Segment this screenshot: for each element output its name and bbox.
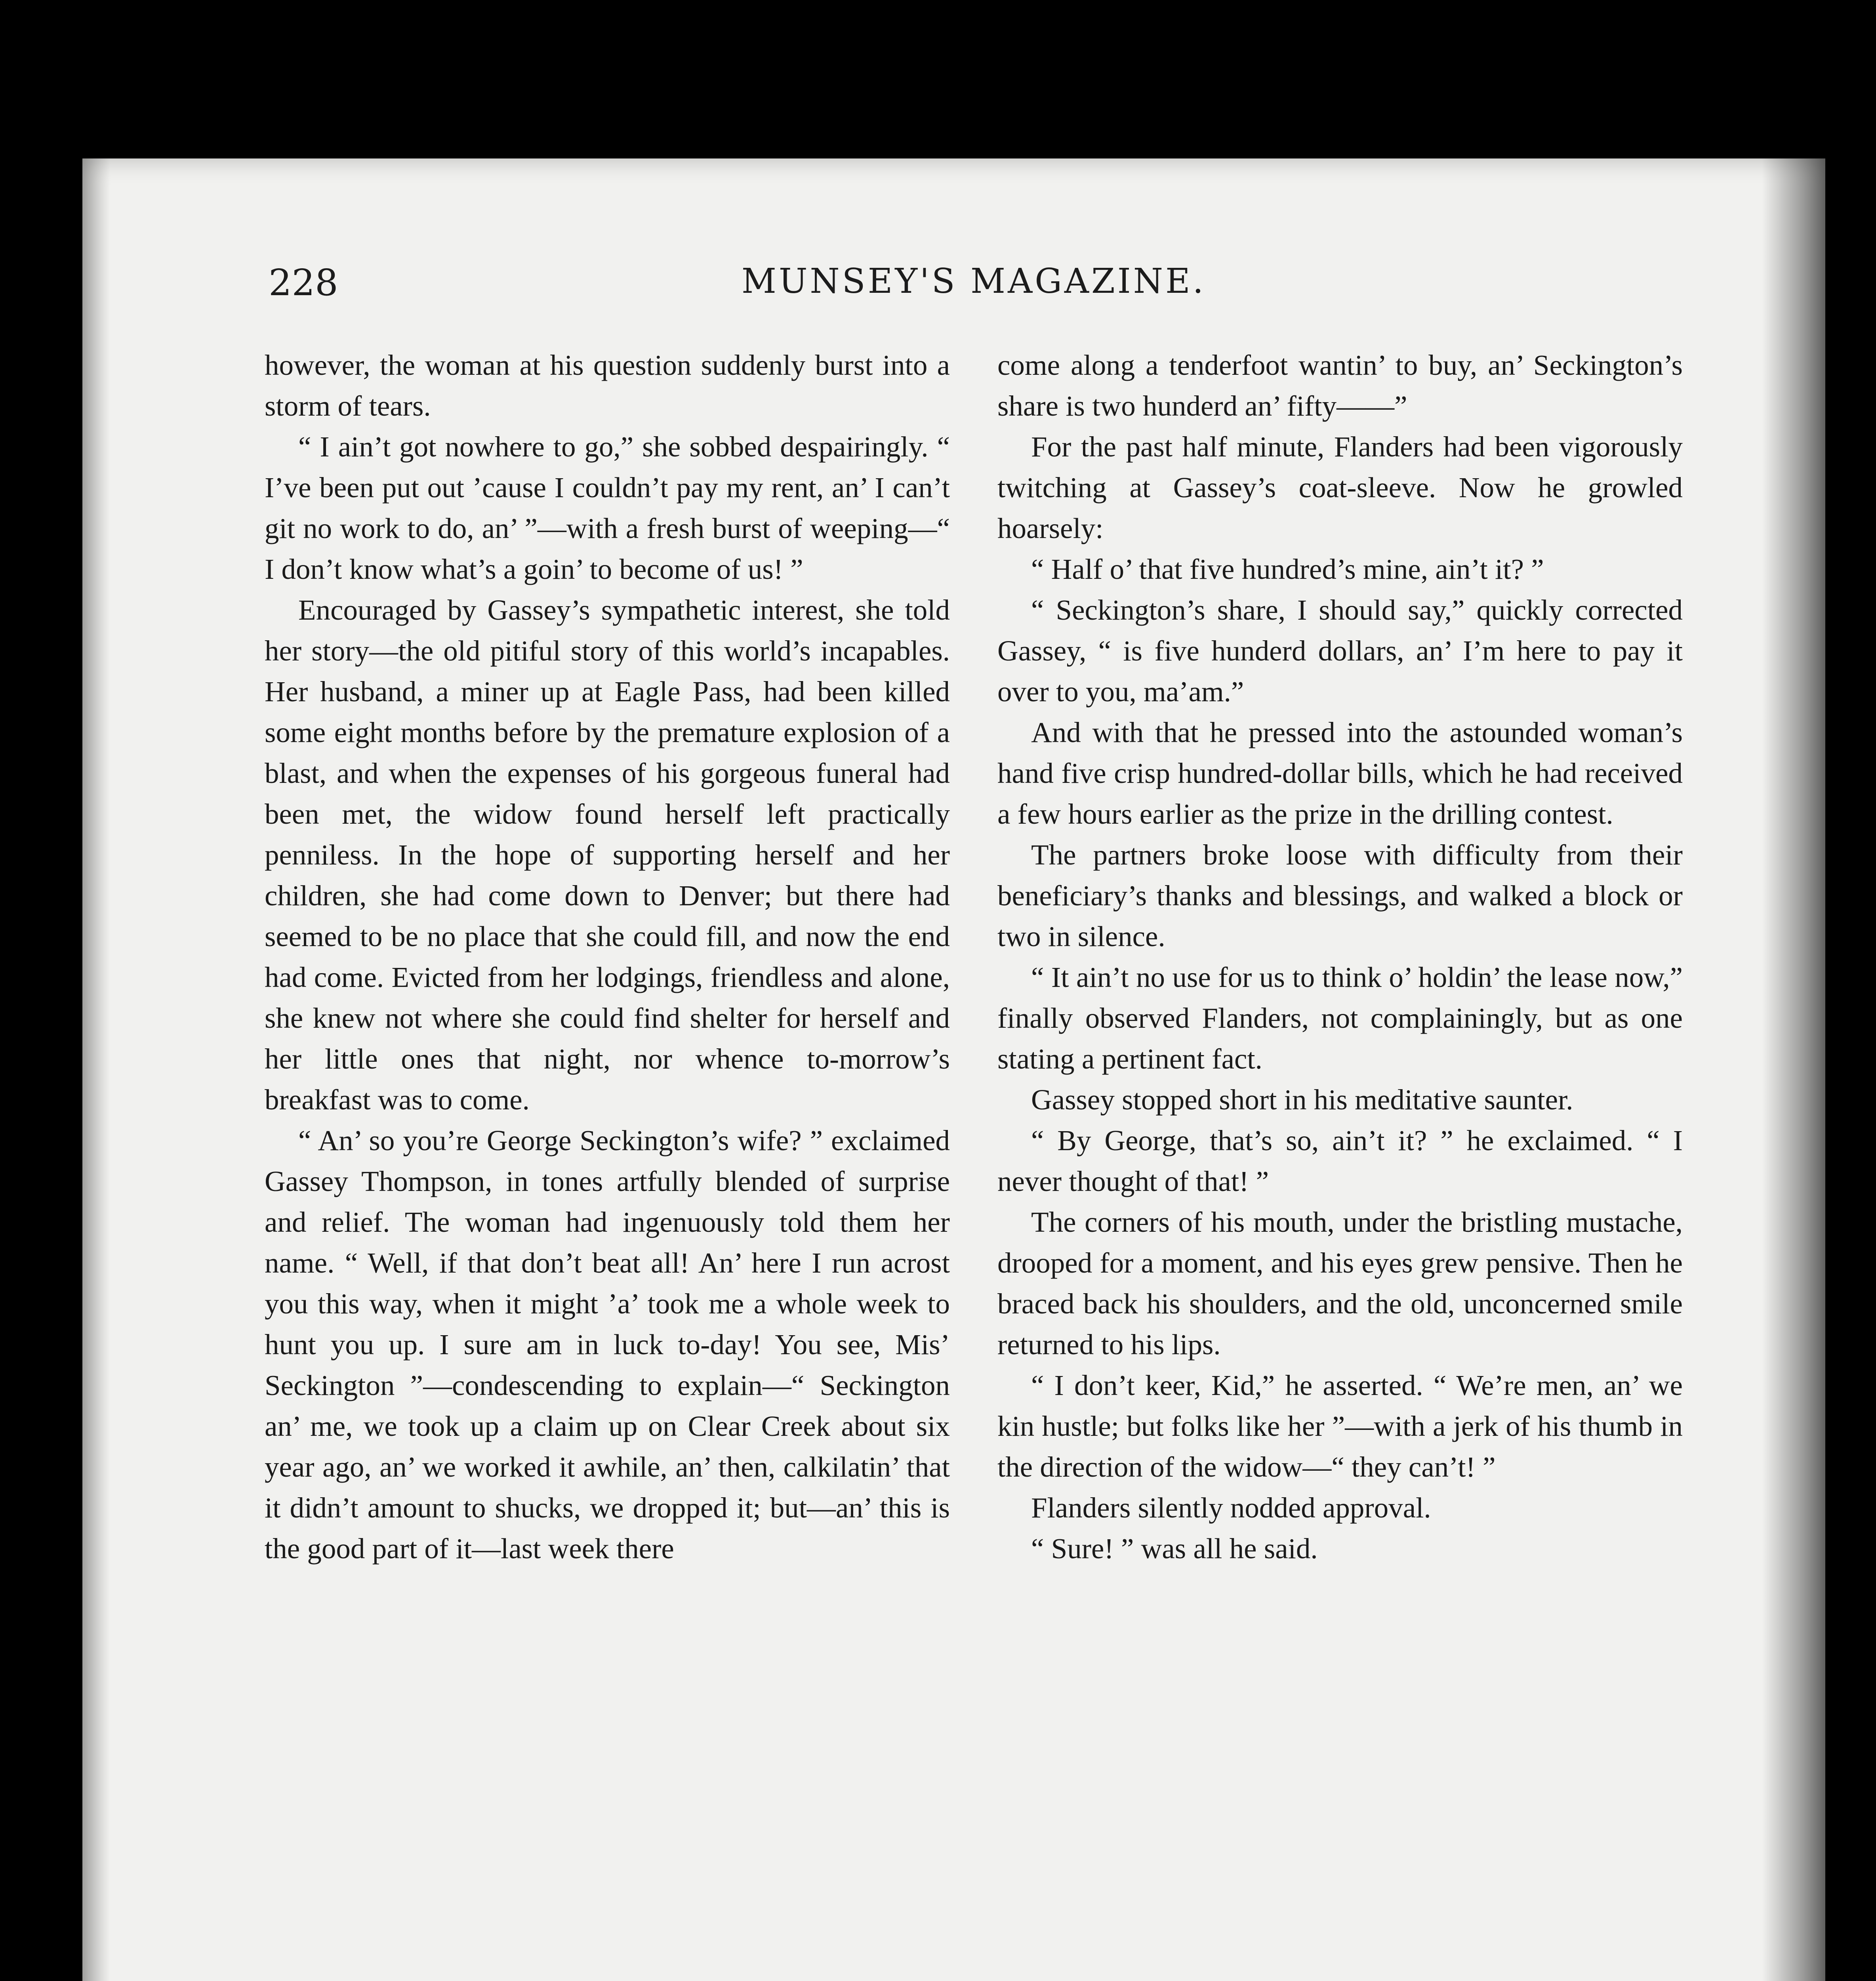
running-head: MUNSEY'S MAGAZINE. <box>741 261 1206 301</box>
paragraph: The partners broke loose with difficulty from their beneficiary’s thanks and blessings, and walked a block or two in silence. <box>997 839 1683 952</box>
paragraph: “ I ain’t got nowhere to go,” she sobbed despairingly. “ I’ve been put out ’cause I couldn’t pay my rent, an’ I can’t git no work to do, an’ ”—with a fresh burst of weeping—“ I don’t know what’s a goin’ to become of us! ” <box>265 431 950 585</box>
paragraph: “ Half o’ that five hundred’s mine, ain’t it? ” <box>1031 553 1544 585</box>
paragraph: The corners of his mouth, under the bristling mustache, drooped for a moment, and his eyes grew pensive. Then he braced back his shoulders, and the old, unconcerned smile returned to his lips. <box>997 1206 1683 1361</box>
article-columns <box>265 345 1683 1569</box>
paragraph: Encouraged by Gassey’s sympathetic interest, she told her story—the old pitiful story of this world’s incapables. Her husband, a miner up at Eagle Pass, had been killed some eight months before by the premature explosion of a blast, and when the expenses of his gorgeous funeral had been met, the widow found herself left practically penniless. In the hope of supporting herself and her children, she had come down to Denver; but there had seemed to be no place that she could fill, and now the end had come. Evicted from her lodgings, friendless and alone, she knew not where she could find shelter for herself and her little ones that night, nor whence to-morrow’s breakfast was to come. <box>265 594 950 1116</box>
right-column <box>997 345 1683 1569</box>
page-gutter-shadow-left <box>82 158 110 1981</box>
paragraph: Gassey stopped short in his meditative saunter. <box>1031 1084 1573 1116</box>
paragraph: “ Seckington’s share, I should say,” quickly corrected Gassey, “ is five hunderd dollars, an’ I’m here to pay it over to you, ma’am.” <box>997 594 1683 708</box>
page-number: 228 <box>269 261 338 304</box>
paragraph: “ It ain’t no use for us to think o’ holdin’ the lease now,” finally observed Flanders, not complainingly, but as one stating a pertinent fact. <box>997 961 1683 1075</box>
page-header <box>269 261 1679 317</box>
paragraph: Flanders silently nodded approval. <box>1031 1492 1431 1524</box>
paragraph: however, the woman at his question suddenly burst into a storm of tears. <box>265 349 950 422</box>
page-gutter-shadow-right <box>1762 158 1825 1981</box>
paragraph: “ An’ so you’re George Seckington’s wife? ” exclaimed Gassey Thompson, in tones artfully blended of surprise and relief. The woman had ingenuously told them her name. “ Well, if that don’t beat all! An’ here I run acrost you this way, when it might ’a’ took me a whole week to hunt you up. I sure am in luck to-day! You see, Mis’ Seckington ”—condescending to explain—“ Seckington an’ me, we took up a claim up on Clear Creek about six year ago, an’ we worked it awhile, an’ then, calkilatin’ that it didn’t amount to shucks, we dropped it; but—an’ this is the good part of it—last week there <box>265 1124 950 1565</box>
paragraph: For the past half minute, Flanders had been vigorously twitching at Gassey’s coat-sleeve. Now he growled hoarsely: <box>997 431 1683 544</box>
paragraph: come along a tenderfoot wantin’ to buy, an’ Seckington’s share is two hunderd an’ fifty——” <box>997 349 1683 422</box>
paragraph: “ Sure! ” was all he said. <box>1031 1533 1318 1565</box>
left-column <box>265 345 950 1569</box>
paragraph: “ By George, that’s so, ain’t it? ” he exclaimed. “ I never thought of that! ” <box>997 1124 1683 1197</box>
paragraph: And with that he pressed into the astounded woman’s hand five crisp hundred-dollar bills, which he had received a few hours earlier as the prize in the drilling contest. <box>997 716 1683 830</box>
paragraph: “ I don’t keer, Kid,” he asserted. “ We’re men, an’ we kin hustle; but folks like her ”—with a jerk of his thumb in the direction of the widow—“ they can’t! ” <box>997 1369 1683 1483</box>
